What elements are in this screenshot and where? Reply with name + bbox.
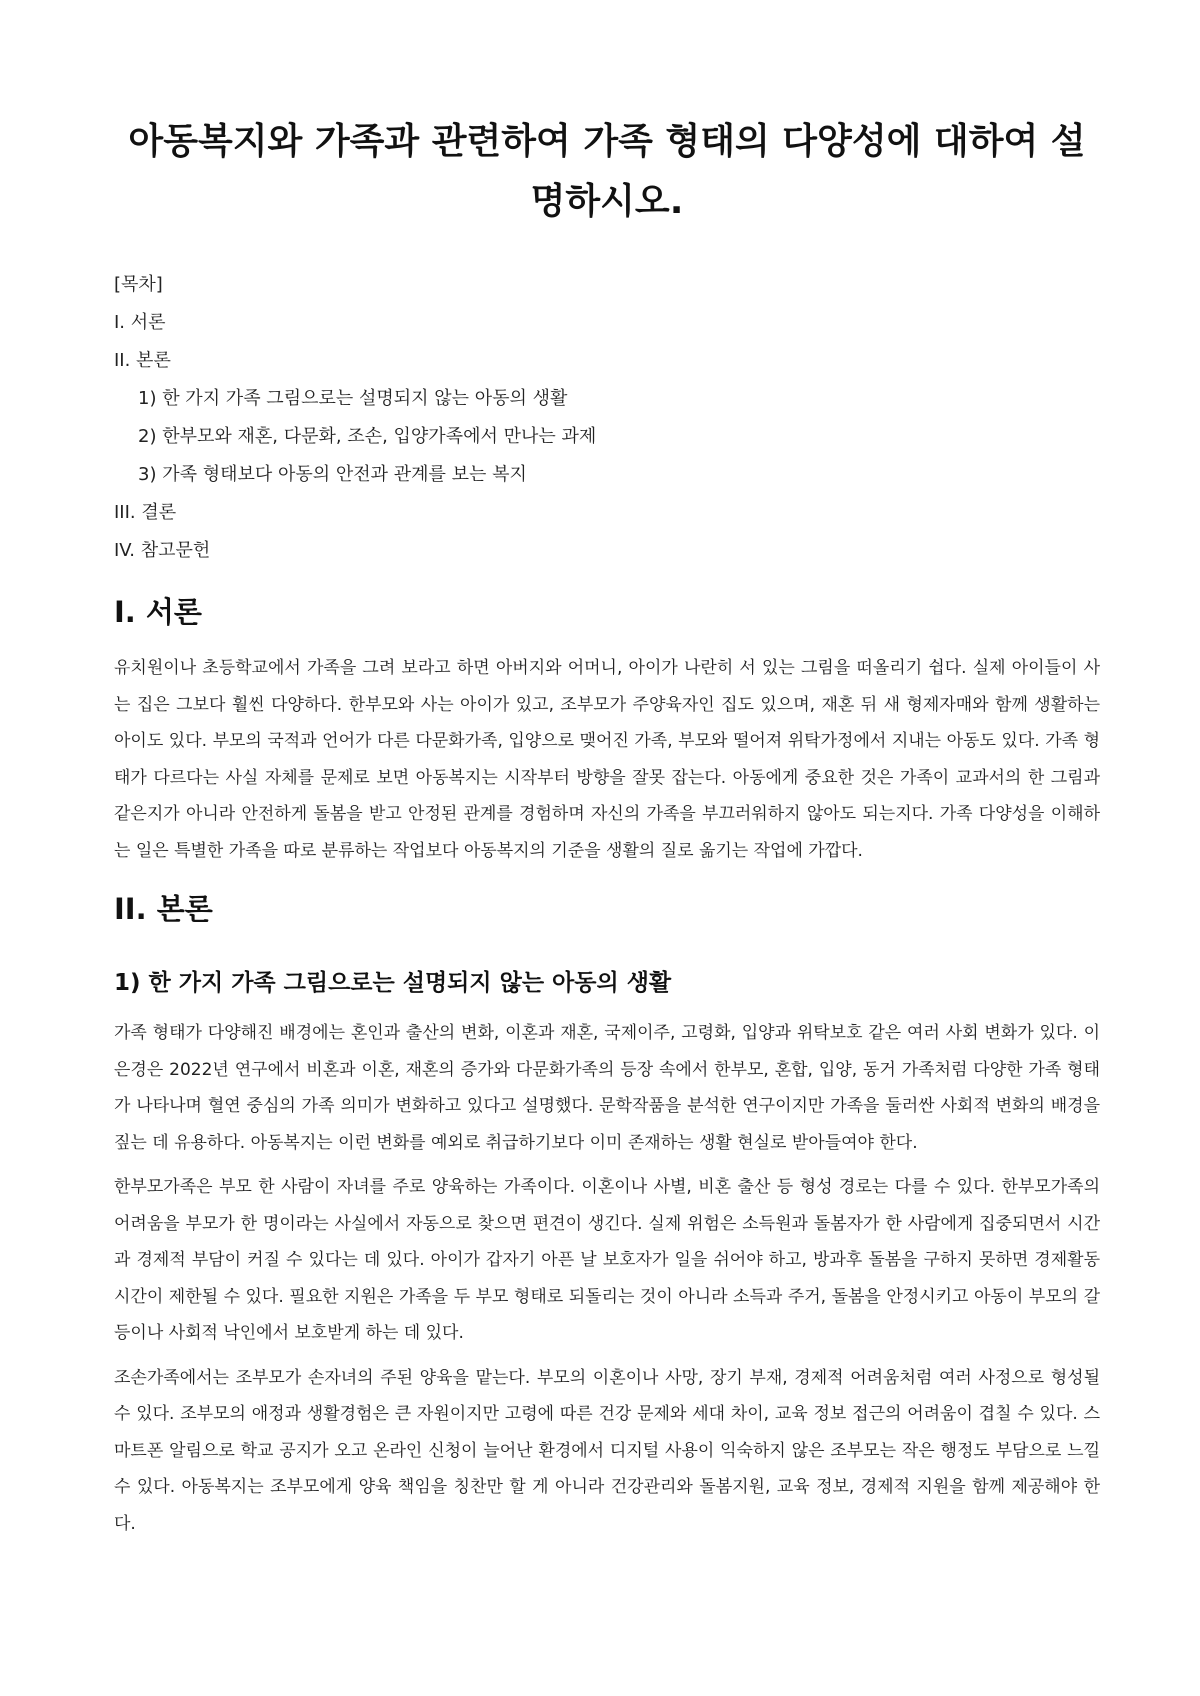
body-paragraph-2: 한부모가족은 부모 한 사람이 자녀를 주로 양육하는 가족이다. 이혼이나 사별, 비혼 출산 등 형성 경로는 다를 수 있다. 한부모가족의 어려움을 부모가 한 명이라는 사실에서 자동으로 찾으면 편견이 생긴다. 실제 위험은 소득원과 돌봄자가 한 사람에게 집중되면서 시간과 경제적 부담이 커질 수 있다는 데 있다. 아이가 갑자기 아픈 날 보호자가 일을 쉬어야 하고, 방과후 돌봄을 구하지 못하면 경제활동 시간이 제한될 수 있다. 필요한 지원은 가족을 두 부모 형태로 되돌리는 것이 아니라 소득과 주거, 돌봄을 안정시키고 아동이 부모의 갈등이나 사회적 낙인에서 보호받게 하는 데 있다.: [114, 1177, 1100, 1343]
toc-heading: [목차]: [114, 274, 163, 295]
body-paragraph-3: 조손가족에서는 조부모가 손자녀의 주된 양육을 맡는다. 부모의 이혼이나 사망, 장기 부재, 경제적 어려움처럼 여러 사정으로 형성될 수 있다. 조부모의 애정과 생활경험은 큰 자원이지만 고령에 따른 건강 문제와 세대 차이, 교육 정보 접근의 어려움이 겹칠 수 있다. 스마트폰 알림으로 학교 공지가 오고 온라인 신청이 늘어난 환경에서 디지털 사용이 익숙하지 않은 조부모는 작은 행정도 부담으로 느낄 수 있다. 아동복지는 조부모에게 양육 책임을 칭찬만 할 게 아니라 건강관리와 돌봄지원, 교육 정보, 경제적 지원을 함께 제공해야 한다.: [114, 1367, 1100, 1534]
toc-item-body: II. 본론: [114, 350, 171, 371]
toc-item-intro: I. 서론: [114, 312, 166, 333]
toc-item-body-2: 2) 한부모와 재혼, 다문화, 조손, 입양가족에서 만나는 과제: [138, 426, 597, 447]
section-heading-intro: I. 서론: [114, 595, 202, 629]
body-paragraph-1: 가족 형태가 다양해진 배경에는 혼인과 출산의 변화, 이혼과 재혼, 국제이주, 고령화, 입양과 위탁보호 같은 여러 사회 변화가 있다. 이은경은 2022년 연구에서 비혼과 이혼, 재혼의 증가와 다문화가족의 등장 속에서 한부모, 혼합, 입양, 동거 가족처럼 다양한 가족 형태가 나타나며 혈연 중심의 가족 의미가 변화하고 있다고 설명했다. 문학작품을 분석한 연구이지만 가족을 둘러싼 사회적 변화의 배경을 짚는 데 유용하다. 아동복지는 이런 변화를 예외로 취급하기보다 이미 존재하는 생활 현실로 받아들여야 한다.: [114, 1023, 1100, 1153]
toc-item-references: IV. 참고문헌: [114, 540, 211, 561]
document-title: 아동복지와 가족과 관련하여 가족 형태의 다양성에 대하여 설명하시오.: [128, 121, 1086, 222]
intro-paragraph: 유치원이나 초등학교에서 가족을 그려 보라고 하면 아버지와 어머니, 아이가 나란히 서 있는 그림을 떠올리기 쉽다. 실제 아이들이 사는 집은 그보다 훨씬 다양하다. 한부모와 사는 아이가 있고, 조부모가 주양육자인 집도 있으며, 재혼 뒤 새 형제자매와 함께 생활하는 아이도 있다. 부모의 국적과 언어가 다른 다문화가족, 입양으로 맺어진 가족, 부모와 떨어져 위탁가정에서 지내는 아동도 있다. 가족 형태가 다르다는 사실 자체를 문제로 보면 아동복지는 시작부터 방향을 잘못 잡는다. 아동에게 중요한 것은 가족이 교과서의 한 그림과 같은지가 아니라 안전하게 돌봄을 받고 안정된 관계를 경험하며 자신의 가족을 부끄러워하지 않아도 되는지다. 가족 다양성을 이해하는 일은 특별한 가족을 따로 분류하는 작업보다 아동복지의 기준을 생활의 질로 옮기는 작업에 가깝다.: [114, 658, 1100, 861]
subsection-heading-1: 1) 한 가지 가족 그림으로는 설명되지 않는 아동의 생활: [114, 970, 672, 996]
toc-item-conclusion: III. 결론: [114, 502, 177, 523]
table-of-contents: [114, 266, 1100, 570]
toc-item-body-1: 1) 한 가지 가족 그림으로는 설명되지 않는 아동의 생활: [138, 388, 568, 409]
section-heading-body: II. 본론: [114, 892, 213, 926]
toc-item-body-3: 3) 가족 형태보다 아동의 안전과 관계를 보는 복지: [138, 464, 527, 485]
